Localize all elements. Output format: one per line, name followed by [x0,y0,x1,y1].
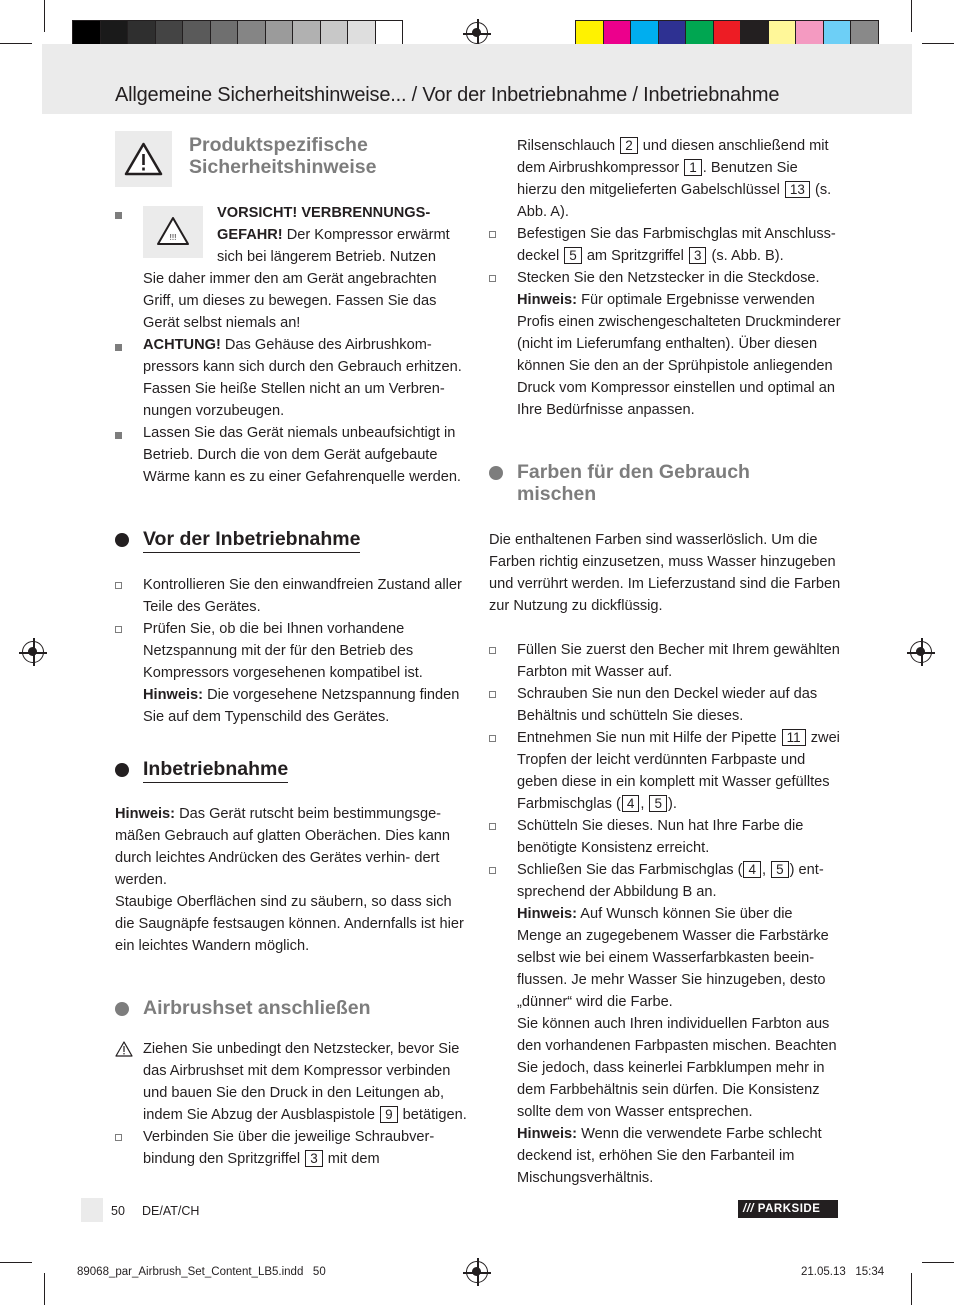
checkbox-bullet-icon [489,647,496,654]
crop-mark [44,0,45,32]
list-text: Füllen Sie zuerst den Becher mit Ihrem gewählten Farbton mit Wasser auf. [517,642,840,680]
square-bullet-icon [115,432,122,439]
list-item [115,202,467,334]
part-number-key: 11 [782,729,806,746]
caution-text: Das Gehäuse des Airbrushkom- pressors kann sich durch den Gebrauch erhitzen. Fassen Sie heiße Stellen nicht an um Verbren- nungen vorzubeugen. [143,337,462,419]
list-item [115,422,467,488]
color-swatch [603,20,632,46]
color-swatch [658,20,687,46]
list-text: , [640,796,649,812]
registration-mark-icon [466,1261,488,1283]
list-item [115,1126,467,1170]
list-text: Schrauben Sie nun den Deckel wieder auf das Behältnis und schütteln Sie dieses. [517,686,818,724]
list-text: , [762,862,771,878]
logo-slashes-icon: /// [743,1203,755,1215]
crop-mark [0,43,32,44]
hint-text: Das Gerät rutscht beim bestimmungsge- mäßen Gebrauch auf glatten Oberächen. Dies kann durch leichtes Andrücken des Gerätes verhin- dert werden. [115,806,451,888]
part-number-key: 5 [771,861,789,878]
warning-text: Lassen Sie das Gerät niemals unbeaufsichtigt in Betrieb. Durch die von dem Gerät aufgebaute Wärme kann es zu einer Gefahrenquelle werden. [143,425,461,485]
square-bullet-icon [115,344,122,351]
part-number-key: 13 [785,181,810,198]
list-text: Schütteln Sie dieses. Nun hat Ihre Farbe die benötigte Konsistenz erreicht. [517,818,804,856]
list-text: (s. Abb. A). [517,182,832,220]
list-text: Entnehmen Sie nun mit Hilfe der Pipette [517,730,781,746]
color-swatch [127,20,156,46]
list-text: Prüfen Sie, ob die bei Ihnen vorhandene Netzspannung mit der für den Betrieb des Kompressors vorgesehenen kompatibel ist. [143,621,423,681]
hint-text: Für optimale Ergebnisse verwenden Profis einen zwischengeschalteten Druckminderer (nicht im Lieferumfang enthalten). Über diesen können Sie den an der Sprühpistole anliegenden Druck vom Kompressor einstellen und optimal an Ihre Bedürfnisse anpassen. [517,292,841,418]
square-bullet-icon [115,212,122,219]
crop-mark [0,1262,32,1263]
color-swatch [100,20,129,46]
warning-text: Sie daher immer den am Gerät angebrachten Griff, um dieses zu bewegen. Fassen Sie das Gerät selbst niemals an! [143,271,437,331]
section-heading-connect-airbrush [115,997,467,1023]
part-number-key: 3 [305,1150,323,1167]
list-item [115,574,467,618]
brand-name: PARKSIDE [757,1203,821,1215]
list-text: Schließen Sie das Farbmischglas ( [517,862,743,878]
list-text: Verbinden Sie über die jeweilige Schraubver- bindung den Spritzgriffel [143,1129,435,1167]
checkbox-bullet-icon [489,275,496,282]
heading-text: mischen [517,483,597,505]
page-number-box [81,1198,103,1222]
checkbox-bullet-icon [115,582,122,589]
list-text: mit dem [323,1151,380,1167]
color-swatch [768,20,797,46]
warning-symbol-box [115,131,172,187]
list-text: Kontrollieren Sie den einwandfreien Zustand aller Teile des Gerätes. [143,577,462,615]
round-bullet-icon [115,533,129,547]
list-text: Stecken Sie den Netzstecker in die Steckdose. [517,270,820,286]
color-swatch [292,20,321,46]
color-swatch [795,20,824,46]
paragraph: Sie können auch Ihren individuellen Farbton aus den vorhandenen Farbpasten mischen. Beachten Sie jedoch, dass keinerlei Farbklumpen mehr in dem Farbbehältnis sein dürfen. Die Konsistenz sollte dem von Wasser entsprechen. [517,1016,837,1120]
right-column [489,135,841,1189]
hint-text: Die vorgesehene Netzspannung finden Sie auf dem Typenschild des Gerätes. [143,687,460,725]
part-number-key: 3 [689,247,707,264]
page-title: Allgemeine Sicherheitshinweise... / Vor der Inbetriebnahme / Inbetriebnahme [115,84,780,106]
color-swatch [347,20,376,46]
heading-text: Vor der Inbetriebnahme [143,528,360,553]
hot-symbol-text: !!! [169,233,177,242]
crop-mark [922,43,954,44]
print-date: 21.05.13 15:34 [801,1266,885,1278]
warning-title: VORSICHT! VERBRENNUNGS- [217,205,431,221]
part-number-key: 2 [620,137,638,154]
paragraph: Die enthaltenen Farben sind wasserlöslich. Um die Farben richtig einzusetzen, muss Wasser hinzugeben und verrührt werden. Im Lieferzustand sind die Farben zur Nutzung zu dickflüssig. [489,532,841,614]
round-bullet-icon [115,763,129,777]
hint-label: Hinweis: [143,687,204,703]
color-swatch [575,20,604,46]
warning-triangle-icon [115,1041,133,1057]
section-heading-before-use [115,528,467,554]
hot-surface-symbol-box [143,206,203,258]
list-item [489,639,841,683]
part-number-key: 9 [380,1106,398,1123]
color-swatch [182,20,211,46]
list-item [115,1038,467,1126]
color-swatch [375,20,404,46]
checkbox-bullet-icon [489,823,496,830]
list-text: und diesen anschließend mit dem Airbrushkompressor [517,138,829,176]
registration-mark-icon [466,22,488,44]
part-number-key: 5 [649,795,667,812]
part-number-key: 4 [622,795,640,812]
hint-label: Hinweis: [517,906,578,922]
crop-mark [911,0,912,32]
color-swatch [155,20,184,46]
registration-mark-icon [22,641,44,663]
list-text: Befestigen Sie das Farbmischglas mit Anschluss- deckel [517,226,836,264]
part-number-key: 4 [743,861,761,878]
list-text: am Spritzgriffel [582,248,688,264]
list-item [115,618,467,728]
checkbox-bullet-icon [489,735,496,742]
color-swatch [740,20,769,46]
checkbox-bullet-icon [489,231,496,238]
color-swatch [320,20,349,46]
color-swatch [72,20,101,46]
crop-mark [911,1273,912,1305]
part-number-key: 5 [564,247,582,264]
checkbox-bullet-icon [115,626,122,633]
color-swatch [265,20,294,46]
hot-surface-warning-icon [143,206,203,258]
list-item [489,267,841,421]
list-item [489,815,841,859]
color-swatch [210,20,239,46]
warning-title-cont: GEFAHR! [217,227,283,243]
round-bullet-icon [489,466,503,480]
hint-text: Auf Wunsch können Sie über die Menge an zugegebenem Wasser die Farbstärke selbst wie bei einem Wasserfarbkasten beein- flussen. Je mehr Wasser Sie hinzugeben, desto „dünner“ wird die Farbe. [517,906,829,1010]
warning-text: Der Kompressor erwärmt [282,227,450,243]
color-swatch [237,20,266,46]
caution-label: ACHTUNG! [143,337,221,353]
language-code: DE/AT/CH [142,1204,200,1218]
brand-logo [738,1200,838,1218]
crop-mark [44,1273,45,1305]
crop-mark [922,1262,954,1263]
color-swatch [713,20,742,46]
hint-label: Hinweis: [517,292,578,308]
list-item-continued [489,135,841,223]
list-item [489,859,841,1189]
section-heading-operation [115,758,467,784]
list-item [489,223,841,267]
list-text: ). [667,796,677,812]
section-heading-product-safety: Produktspezifische Sicherheitshinweise [189,134,377,178]
warning-text: sich bei längerem Betrieb. Nutzen [217,249,437,265]
list-item [489,727,841,815]
list-text: (s. Abb. B). [707,248,784,264]
registration-mark-icon [910,641,932,663]
page-number: 50 [111,1204,125,1218]
hint-label: Hinweis: [517,1126,578,1142]
list-item [489,683,841,727]
round-bullet-icon [115,1002,129,1016]
file-info: 89068_par_Airbrush_Set_Content_LB5.indd 50 [77,1266,326,1278]
color-swatch [685,20,714,46]
part-number-key: 1 [684,159,702,176]
section-heading-mix-colors [489,461,841,505]
paragraph: Staubige Oberflächen sind zu säubern, so dass sich die Saugnäpfe festsaugen können. Andernfalls ist hier ein leichtes Wandern möglich. [115,894,464,954]
checkbox-bullet-icon [489,867,496,874]
warning-triangle-icon [115,131,172,187]
hint-text: Wenn die verwendete Farbe schlecht deckend ist, erhöhen Sie den Farbanteil im Mischungsverhältnis. [517,1126,822,1186]
list-text: betätigen. [398,1107,467,1123]
color-swatch [823,20,852,46]
list-text: Rilsenschlauch [517,138,620,154]
heading-text: Farben für den Gebrauch [517,461,750,483]
hint-label: Hinweis: [115,806,176,822]
heading-text: Airbrushset anschließen [143,997,371,1019]
list-text: ) ent- sprechend der Abbildung B an. [517,862,824,900]
list-text: Ziehen Sie unbedingt den Netzstecker, bevor Sie das Airbrushset mit dem Kompressor verbinden und bauen Sie den Druck in den Leitungen ab, indem Sie Abzug der Ausblaspistole [143,1041,460,1123]
color-swatch [850,20,879,46]
checkbox-bullet-icon [489,691,496,698]
list-text: . Benutzen Sie hierzu den mitgelieferten Gabelschlüssel [517,160,798,198]
checkbox-bullet-icon [115,1134,122,1141]
list-item [115,334,467,422]
heading-text: Inbetriebnahme [143,758,288,783]
list-text: zwei Tropfen der leicht verdünnten Farbpaste und geben diese in ein komplett mit Wasser gefülltes Farbmischglas ( [517,730,840,812]
color-swatch [630,20,659,46]
left-column [115,202,467,1170]
